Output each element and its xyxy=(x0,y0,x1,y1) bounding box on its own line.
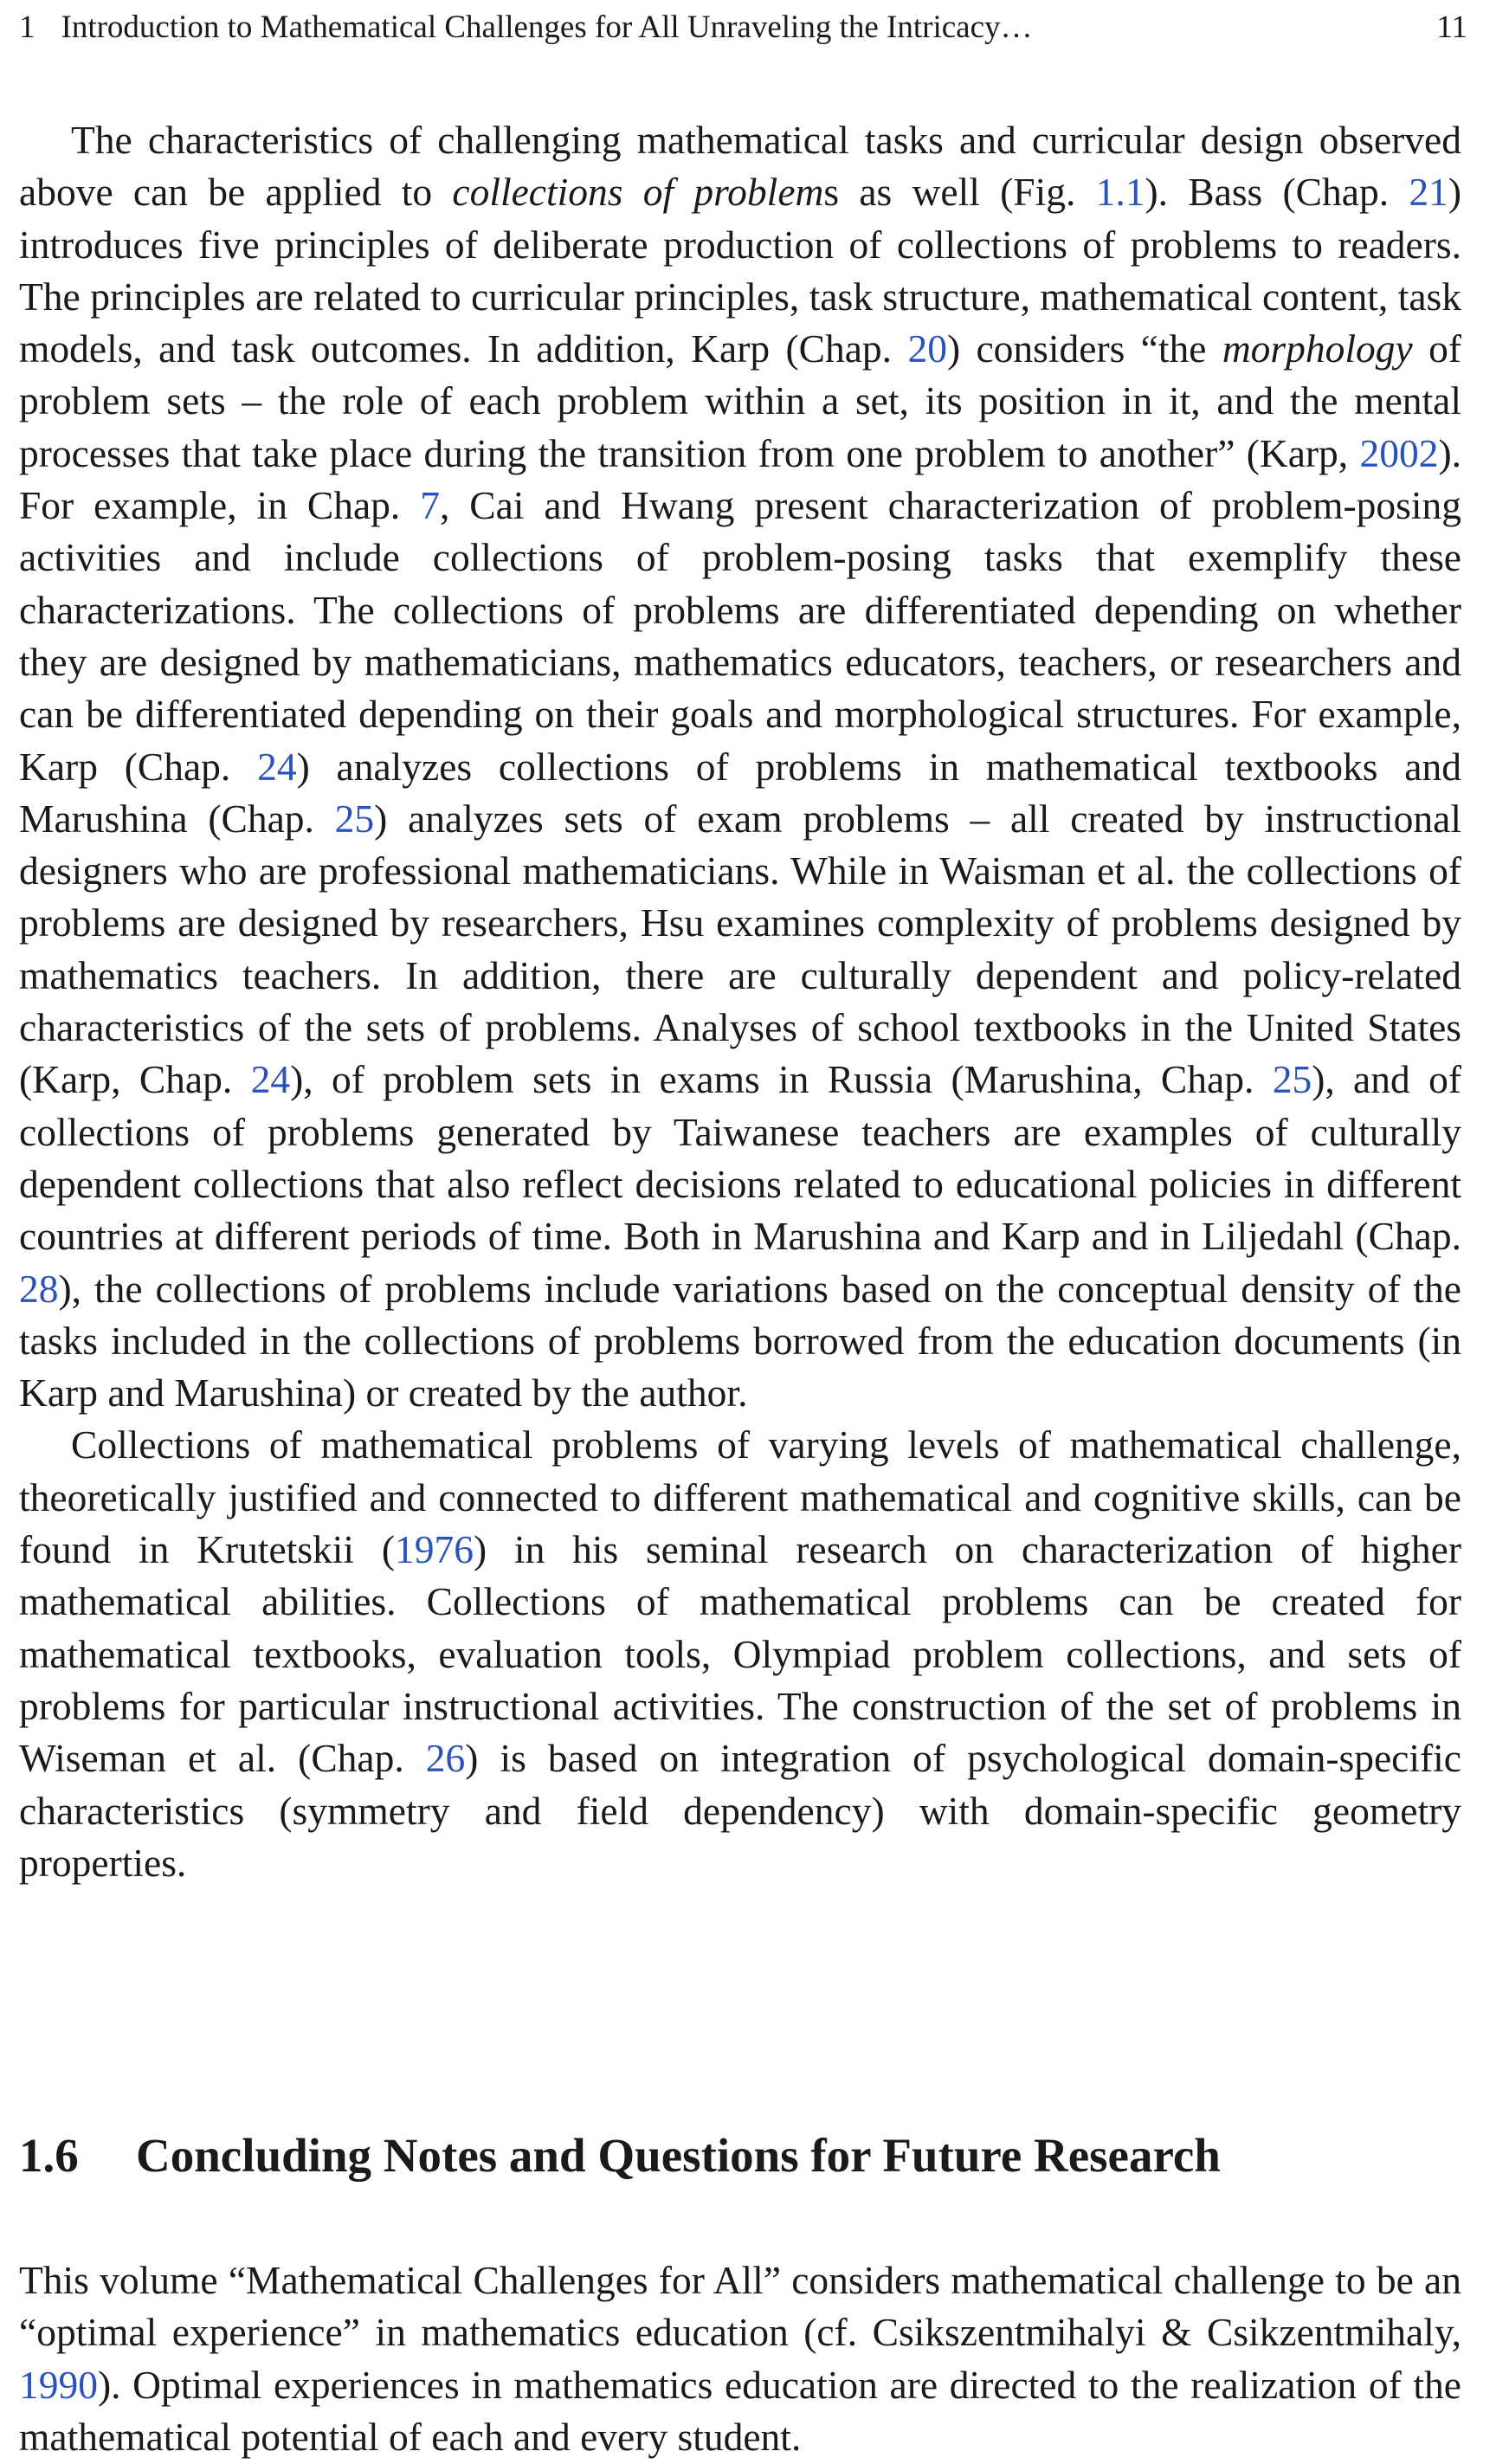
body-text-top xyxy=(19,114,1461,1889)
running-header-left xyxy=(19,9,1033,47)
chapter-link[interactable]: 26 xyxy=(425,1736,466,1781)
body-text-bottom xyxy=(19,2254,1461,2463)
text-run: ), the collections of problems include variations based on the conceptual density of the tasks included in the collections of problems borrowed from the education documents (in Karp and Marushina) or created by the author. xyxy=(19,1266,1461,1416)
text-run: ) considers “the xyxy=(946,326,1222,371)
chapter-link[interactable]: 28 xyxy=(19,1266,59,1311)
text-run: This volume “Mathematical Challenges for All” considers mathematical challenge to be an “optimal experience” in mathematics education (cf. Csikszentmihalyi & Csikzentmihaly, xyxy=(19,2258,1461,2355)
citation-link[interactable]: 2002 xyxy=(1359,430,1439,475)
text-run: The characteristics of challenging mathematical tasks and curricular design observed above can be applied to xyxy=(19,118,1461,215)
chapter-link[interactable]: 25 xyxy=(334,796,375,841)
paragraph-collections-of-problems xyxy=(19,114,1461,1419)
italic-run: morphology xyxy=(1222,326,1413,371)
chapter-link[interactable]: 24 xyxy=(250,1057,291,1102)
figure-link[interactable]: 1.1 xyxy=(1095,170,1145,215)
chapter-link[interactable]: 21 xyxy=(1409,170,1448,215)
chapter-number: 1 xyxy=(19,10,35,45)
citation-link[interactable]: 1990 xyxy=(19,2362,98,2407)
running-title: Introduction to Mathematical Challenges for All Unraveling the Intricacy… xyxy=(61,10,1033,45)
text-run: ) in his seminal research on characterization of higher mathematical abilities. Collections of mathematical problems can be created for mathematical textbooks, evaluation tools, Olympiad problem collections, and sets of problems for particular instructional activities. The construction of the set of problems in Wiseman et al. (Chap. xyxy=(19,1527,1461,1781)
text-run: ) is based on integration of psychological domain-specific characteristics (symmetry and field dependency) with domain-specific geometry properties. xyxy=(19,1736,1461,1885)
text-run: ). Bass (Chap. xyxy=(1145,170,1409,215)
paragraph-krutetskii xyxy=(19,1419,1461,1889)
paragraph-optimal-experience xyxy=(19,2254,1461,2463)
text-run: Collections of mathematical problems of varying levels of mathematical challenge, theoretically justified and connected to different mathematical and cognitive skills, can be found in Krutetskii ( xyxy=(19,1422,1461,1572)
chapter-link[interactable]: 25 xyxy=(1272,1057,1312,1102)
section-heading xyxy=(19,2125,1221,2186)
text-run: , Cai and Hwang present characterization of problem-posing activities and include collections of problem-posing tasks that exemplify these characterizations. The collections of problems are differentiated depending on whether they are designed by mathematicians, mathematics educators, teachers, or researchers and can be differentiated depending on their goals and morphological structures. For example, Karp (Chap. xyxy=(19,483,1461,789)
page-number: 11 xyxy=(1436,10,1467,45)
text-run: s as well (Fig. xyxy=(823,170,1096,215)
text-run: ), and of collections of problems generated by Taiwanese teachers are examples of culturally dependent collections that also reflect decisions related to educational policies in different countries at different periods of time. Both in Marushina and Karp and in Liljedahl (Chap. xyxy=(19,1057,1461,1259)
running-header xyxy=(19,9,1467,47)
text-run: ) analyzes collections of problems in mathematical textbooks and Marushina (Chap. xyxy=(19,744,1461,841)
chapter-link[interactable]: 20 xyxy=(907,326,947,371)
section-title: Concluding Notes and Questions for Future Research xyxy=(136,2129,1221,2182)
chapter-link[interactable]: 24 xyxy=(257,744,297,789)
text-run: ) introduces five principles of deliberate production of collections of problems to readers. The principles are related to curricular principles, task structure, mathematical content, task models, and task outcomes. In addition, Karp (Chap. xyxy=(19,170,1461,371)
section-number: 1.6 xyxy=(19,2129,79,2182)
text-run: ). For example, in Chap. xyxy=(19,430,1461,528)
text-run: of problem sets – the role of each problem within a set, its position in it, and the mental processes that take place during the transition from one problem to another” (Karp, xyxy=(19,326,1462,475)
text-run: ) analyzes sets of exam problems – all created by instructional designers who are professional mathematicians. While in Waisman et al. the collections of problems are designed by researchers, Hsu examines complexity of problems designed by mathematics teachers. In addition, there are culturally dependent and policy-related characteristics of the sets of problems. Analyses of school textbooks in the United States (Karp, Chap. xyxy=(19,796,1461,1102)
italic-run: collections of problem xyxy=(452,170,824,215)
text-run: ). Optimal experiences in mathematics education are directed to the realization of the mathematical potential of each and every student. xyxy=(19,2362,1461,2459)
text-run: ), of problem sets in exams in Russia (Marushina, Chap. xyxy=(290,1057,1273,1102)
chapter-link[interactable]: 7 xyxy=(420,483,440,528)
citation-link[interactable]: 1976 xyxy=(395,1527,474,1572)
